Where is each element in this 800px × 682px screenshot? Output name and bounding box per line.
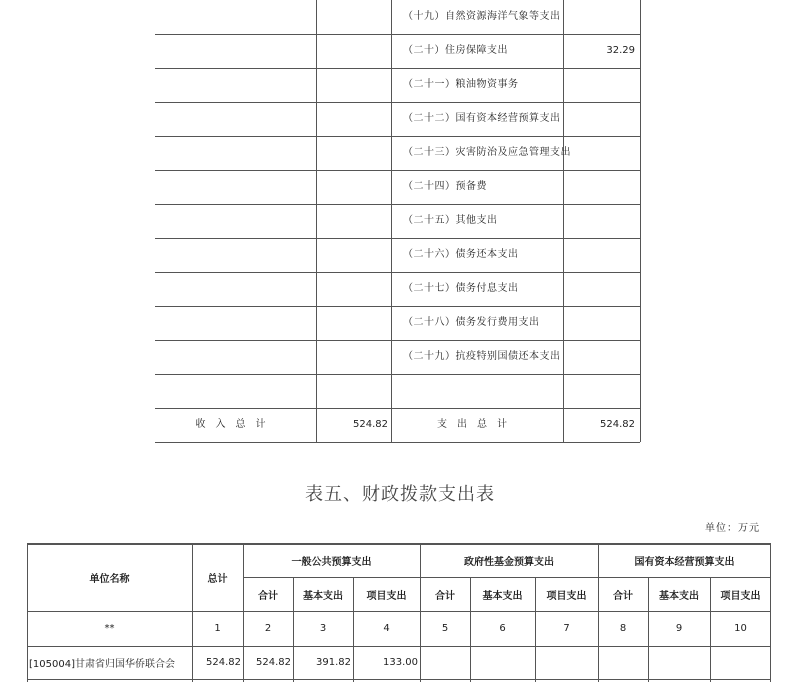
expense-item-value <box>565 272 635 306</box>
subheader-basic: 基本支出 <box>482 590 523 602</box>
expense-item-value <box>565 170 635 204</box>
general-project-cell: 133.00 <box>383 657 418 668</box>
expense-item-name: （二十）住房保障支出 <box>403 45 508 56</box>
table-row <box>155 204 640 239</box>
expense-item-name: （二十二）国有资本经营预算支出 <box>403 113 561 124</box>
expense-item-name: （二十六）债务还本支出 <box>403 249 519 260</box>
table-row <box>155 102 640 137</box>
expense-item-value <box>565 340 635 374</box>
expense-item-value <box>565 238 635 272</box>
subheader-project: 项目支出 <box>546 590 587 602</box>
index-cell: 3 <box>319 623 327 634</box>
header-gov-fund-budget: 政府性基金预算支出 <box>464 556 554 568</box>
totals-row <box>155 408 640 443</box>
index-cell: 2 <box>264 623 272 634</box>
table-row <box>155 306 640 341</box>
expense-item-name: （二十五）其他支出 <box>403 215 498 226</box>
subheader-total: 合计 <box>258 590 278 602</box>
expense-item-name: （二十三）灾害防治及应急管理支出 <box>403 147 571 158</box>
header-unit-name: 单位名称 <box>89 573 130 585</box>
expense-item-name: （二十八）债务发行费用支出 <box>403 317 540 328</box>
expense-item-name: （二十四）预备费 <box>403 181 487 192</box>
general-total-cell: 524.82 <box>256 657 291 668</box>
table-row <box>155 136 640 171</box>
expense-item-value <box>565 136 635 170</box>
expense-item-name: （二十一）粮油物资事务 <box>403 79 519 90</box>
table-row <box>155 238 640 273</box>
index-cell: 8 <box>619 623 627 634</box>
table-row <box>155 170 640 205</box>
table-row <box>155 0 640 35</box>
table-title: 表五、财政拨款支出表 <box>305 484 495 505</box>
table-row <box>155 68 640 103</box>
expense-total-value: 524.82 <box>600 419 635 430</box>
total-cell: 524.82 <box>206 657 241 668</box>
expense-item-name: （二十七）债务付息支出 <box>403 283 519 294</box>
index-cell: 5 <box>441 623 449 634</box>
table-column-divider <box>640 0 641 442</box>
expense-item-value <box>565 374 635 408</box>
table-row <box>155 272 640 307</box>
expense-item-value <box>565 0 635 34</box>
subheader-basic: 基本支出 <box>303 590 343 602</box>
index-cell: 9 <box>675 623 683 634</box>
expense-item-name <box>398 374 403 408</box>
subheader-total: 合计 <box>613 590 633 602</box>
expense-item-name: （十九）自然资源海洋气象等支出 <box>403 11 561 22</box>
subheader-project: 项目支出 <box>720 590 761 602</box>
index-cell: 4 <box>383 623 390 634</box>
unit-name-cell: [105004]甘肃省归国华侨联合会 <box>29 659 175 670</box>
table-rule <box>27 679 771 680</box>
fiscal-appropriation-expense-table <box>27 543 771 682</box>
index-cell: 6 <box>499 623 506 634</box>
subheader-basic: 基本支出 <box>659 590 699 602</box>
subheader-project: 项目支出 <box>366 590 407 602</box>
index-cell: 1 <box>214 623 221 634</box>
index-cell: 10 <box>734 623 747 634</box>
index-cell: 7 <box>563 623 570 634</box>
expense-total-label: 支出总计 <box>437 419 517 430</box>
header-general-budget: 一般公共预算支出 <box>291 556 372 568</box>
table-row <box>155 34 640 69</box>
expense-item-value <box>565 102 635 136</box>
income-total-value: 524.82 <box>353 419 388 430</box>
general-basic-cell: 391.82 <box>316 657 351 668</box>
header-state-capital-budget: 国有资本经营预算支出 <box>634 556 735 568</box>
expense-item-name: （二十九）抗疫特别国债还本支出 <box>403 351 561 362</box>
expense-item-value: 32.29 <box>606 45 635 56</box>
expense-item-value <box>565 306 635 340</box>
table-row <box>155 340 640 375</box>
header-total: 总计 <box>207 573 228 585</box>
unit-label: 单位：万元 <box>705 523 760 534</box>
table-row <box>155 374 640 409</box>
income-total-label: 收入总计 <box>195 419 276 430</box>
expense-item-value <box>565 204 635 238</box>
expense-item-value <box>565 68 635 102</box>
index-cell: ** <box>104 623 115 634</box>
subheader-total: 合计 <box>435 590 455 602</box>
